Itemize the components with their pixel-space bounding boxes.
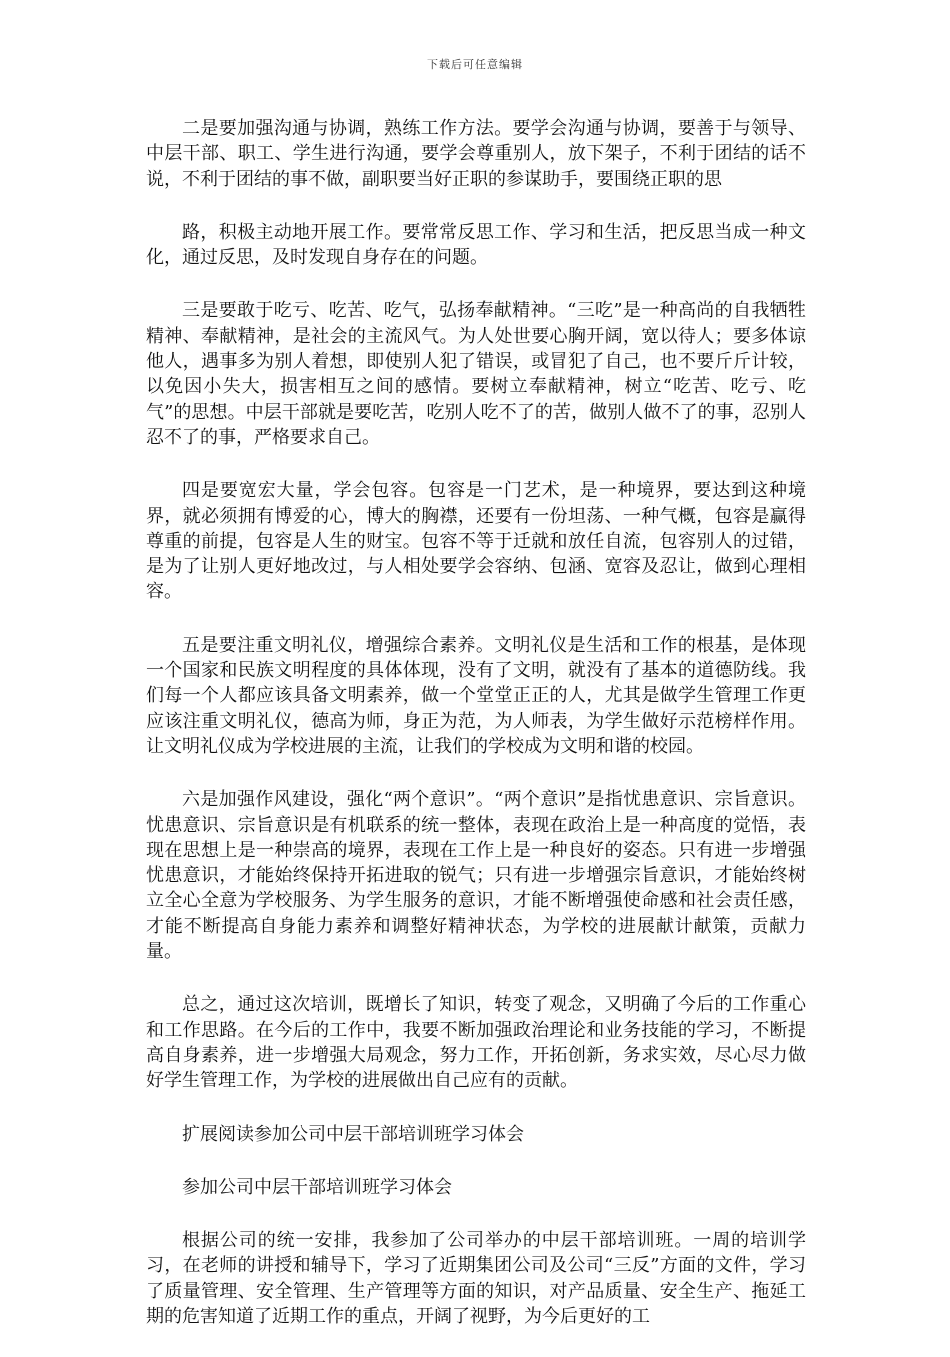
section-heading-title: 参加公司中层干部培训班学习体会	[182, 1176, 452, 1198]
paragraph-4: 四是要宽宏大量，学会包容。包容是一门艺术，是一种境界，要达到这种境界，就必须拥有博爱的心，博大的胸襟，还要有一份坦荡、一种气概，包容是赢得尊重的前提，包容是人生的财宝。包容不等于迁就和放任自流，包容别人的过错，是为了让别人更好地改过，与人相处要学会容纳、包涵、宽容及忍让，做到心理相容。	[146, 480, 806, 603]
paragraph-7: 总之，通过这次培训，既增长了知识，转变了观念，又明确了今后的工作重心和工作思路。在今后的工作中，我要不断加强政治理论和业务技能的学习，不断提高自身素养，进一步增强大局观念，努力工作，开拓创新，务求实效，尽心尽力做好学生管理工作，为学校的进展做出自己应有的贡献。	[146, 994, 806, 1092]
section-heading-extended-reading: 扩展阅读参加公司中层干部培训班学习体会	[182, 1123, 524, 1145]
paragraph-3: 三是要敢于吃亏、吃苦、吃气，弘扬奉献精神。“三吃”是一种高尚的自我牺牲精神、奉献精神，是社会的主流风气。为人处世要心胸开阔，宽以待人；要多体谅他人，遇事多为别人着想，即使别人犯了错误，或冒犯了自己，也不要斤斤计较，以免因小失大，损害相互之间的感情。要树立奉献精神，树立“吃苦、吃亏、吃气”的思想。中层干部就是要吃苦，吃别人吃不了的苦，做别人做不了的事，忍别人忍不了的事，严格要求自己。	[146, 300, 806, 448]
paragraph-8: 根据公司的统一安排，我参加了公司举办的中层干部培训班。一周的培训学习，在老师的讲授和辅导下，学习了近期集团公司及公司“三反”方面的文件，学习了质量管理、安全管理、生产管理等方面的知识，对产品质量、安全生产、拖延工期的危害知道了近期工作的重点，开阔了视野，为今后更好的工	[146, 1230, 806, 1327]
page-header: 下载后可任意编辑	[427, 58, 523, 71]
paragraph-2: 路，积极主动地开展工作。要常常反思工作、学习和生活，把反思当成一种文化，通过反思，及时发现自身存在的问题。	[146, 221, 806, 269]
paragraph-6: 六是加强作风建设，强化“两个意识”。“两个意识”是指忧患意识、宗旨意识。忧患意识、宗旨意识是有机联系的统一整体，表现在政治上是一种高度的觉悟，表现在思想上是一种崇高的境界，表现在工作上是一种良好的姿态。只有进一步增强忧患意识，才能始终保持开拓进取的锐气；只有进一步增强宗旨意识，才能始终树立全心全意为学校服务、为学生服务的意识，才能不断增强使命感和社会责任感，才能不断提高自身能力素养和调整好精神状态，为学校的进展献计献策，贡献力量。	[146, 789, 806, 963]
document-body	[146, 116, 806, 1357]
paragraph-5: 五是要注重文明礼仪，增强综合素养。文明礼仪是生活和工作的根基，是体现一个国家和民族文明程度的具体体现，没有了文明，就没有了基本的道德防线。我们每一个人都应该具备文明素养，做一个堂堂正正的人，尤其是做学生管理工作更应该注重文明礼仪，德高为师，身正为范，为人师表，为学生做好示范榜样作用。让文明礼仪成为学校进展的主流，让我们的学校成为文明和谐的校园。	[146, 634, 806, 757]
paragraph-1: 二是要加强沟通与协调，熟练工作方法。要学会沟通与协调，要善于与领导、中层干部、职工、学生进行沟通，要学会尊重别人，放下架子，不利于团结的话不说，不利于团结的事不做，副职要当好正职的参谋助手，要围绕正职的思	[146, 118, 806, 190]
